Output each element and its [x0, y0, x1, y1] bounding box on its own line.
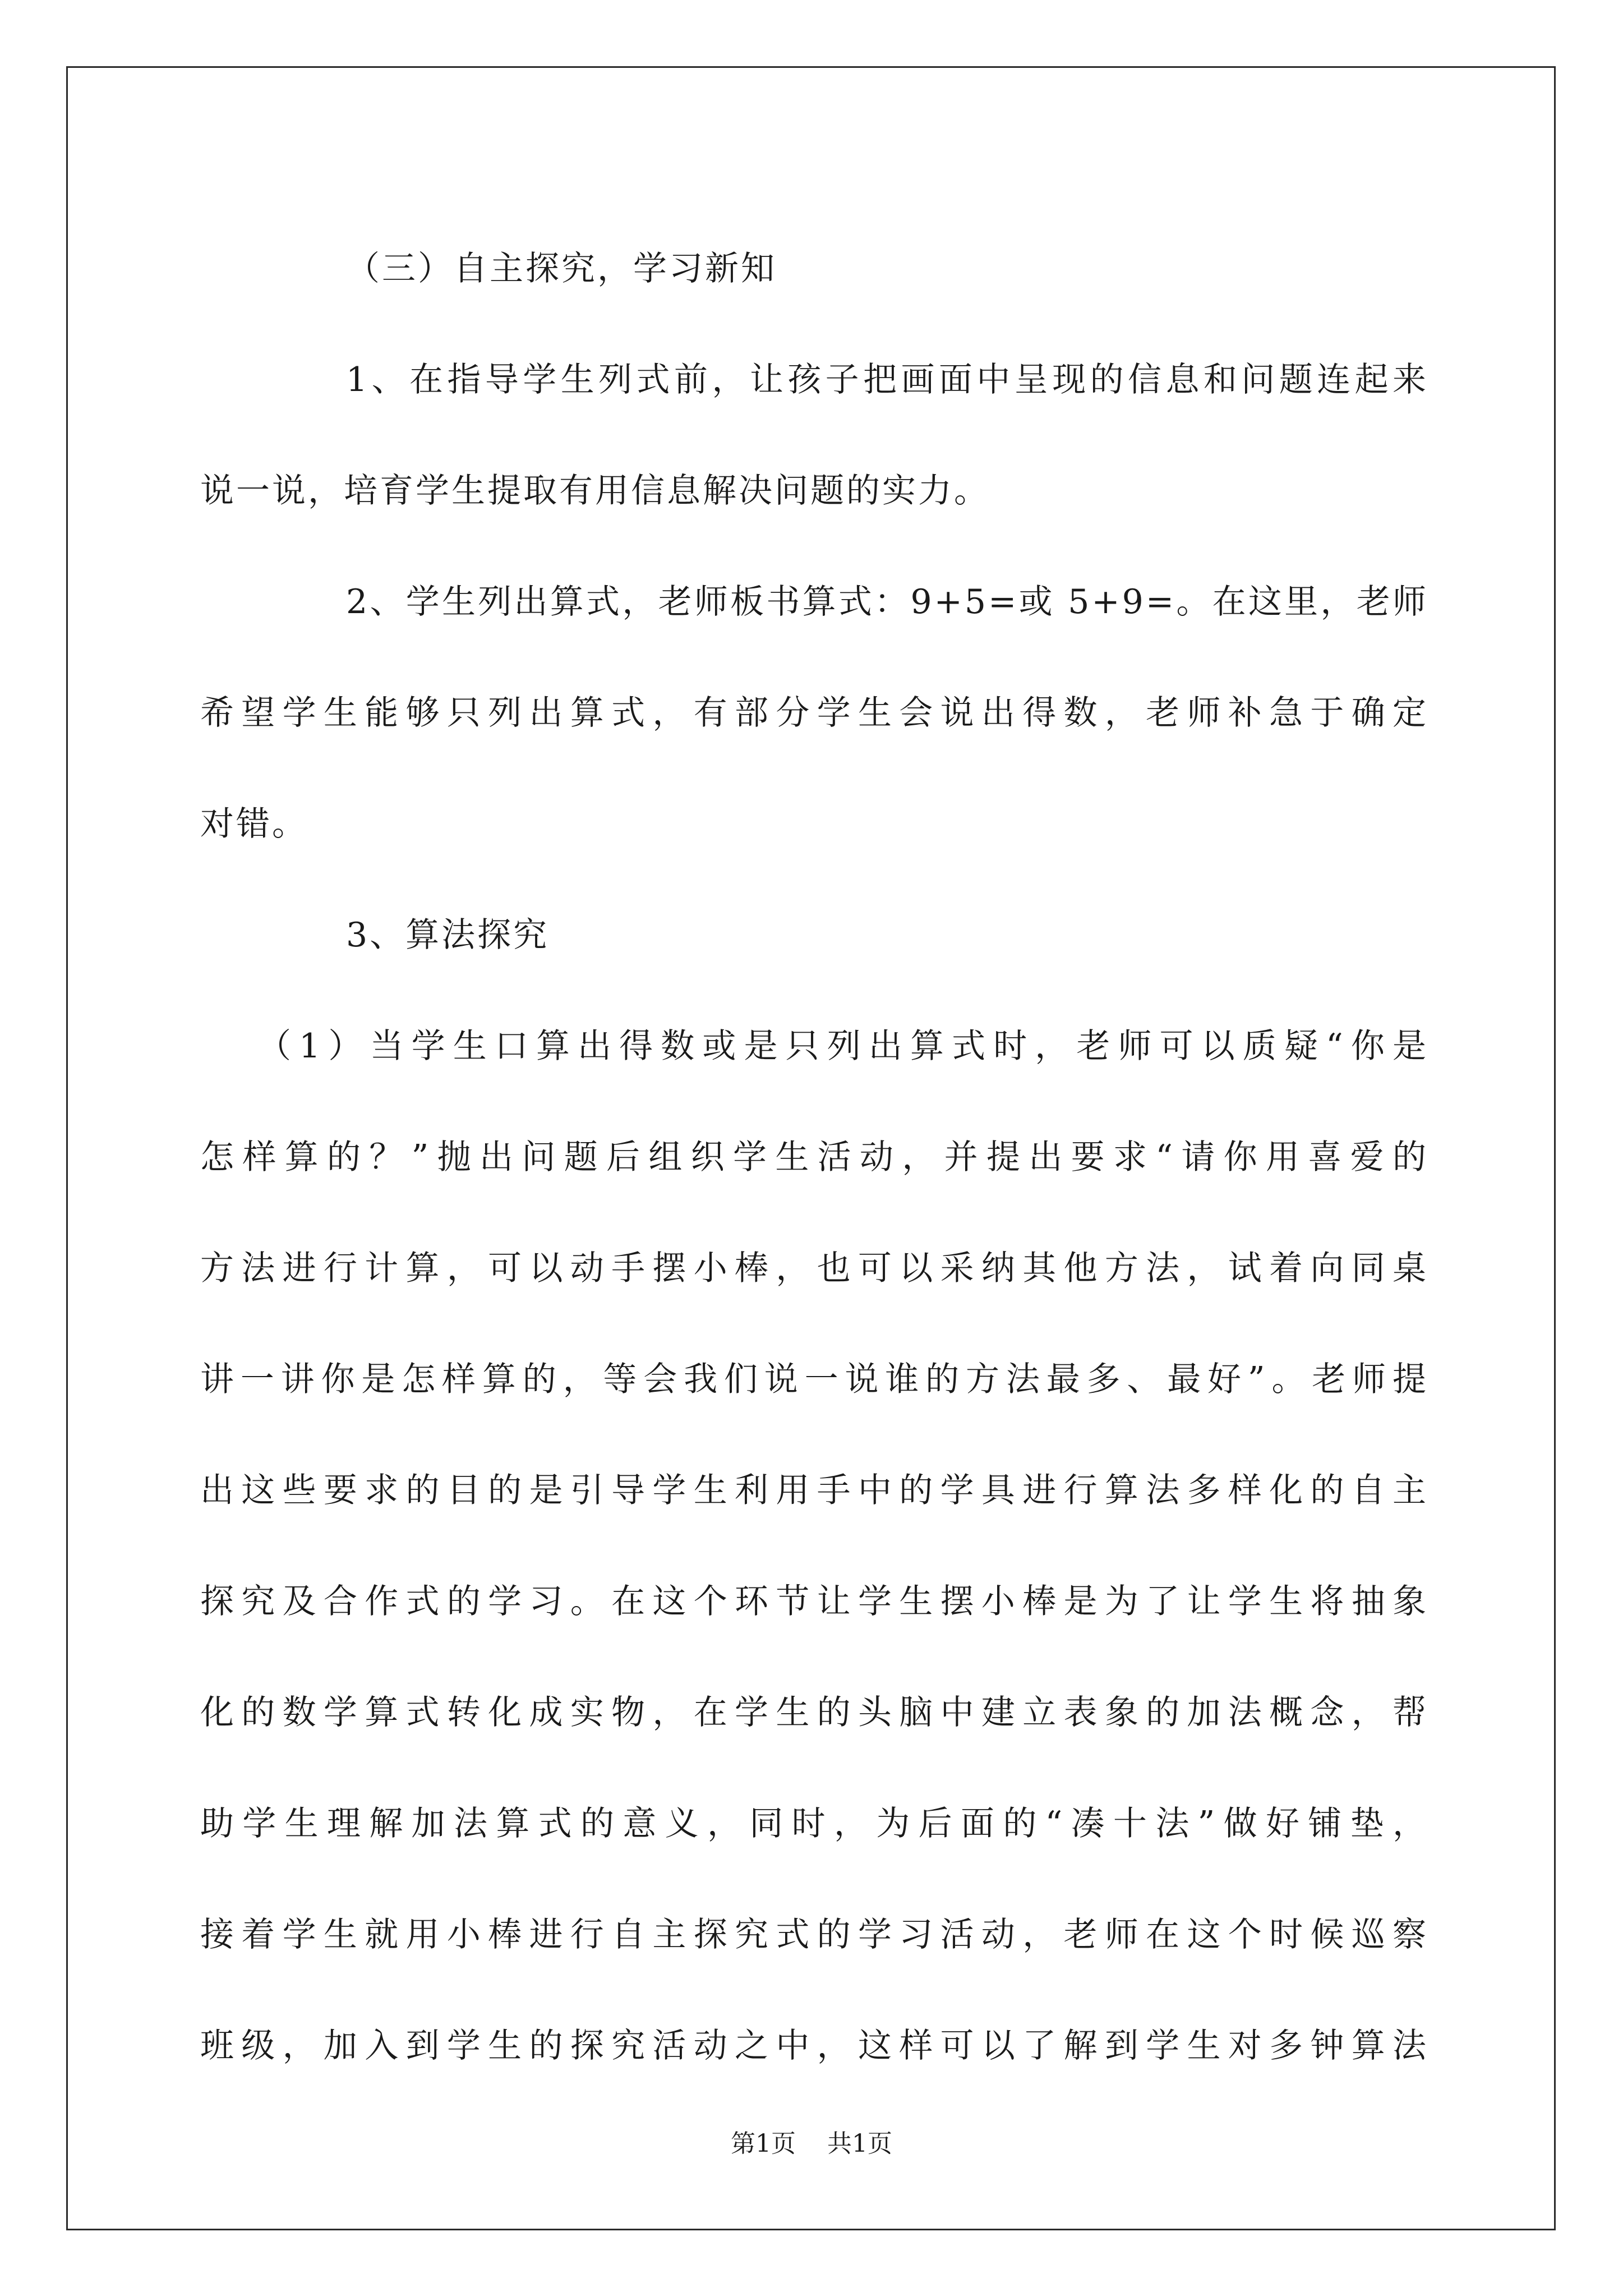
text-line: 助学生理解加法算式的意义，同时，为后面的“凑十法”做好铺垫，: [200, 1804, 1428, 1843]
paragraph-4: [200, 991, 1428, 2101]
text-line: 2、学生列出算式，老师板书算式：9+5=或 5+9=。在这里，老师: [346, 582, 1428, 622]
text-line: 对错。: [200, 804, 308, 844]
text-line: 1、在指导学生列式前，让孩子把画面中呈现的信息和问题连起来: [346, 360, 1428, 399]
paragraph-2: [200, 546, 1428, 880]
text-line: 班级，加入到学生的探究活动之中，这样可以了解到学生对多钟算法: [200, 2026, 1428, 2065]
text-line: 讲一讲你是怎样算的，等会我们说一说谁的方法最多、最好”。老师提: [200, 1360, 1428, 1399]
text-line: （1）当学生口算出得数或是只列出算式时，老师可以质疑“你是: [257, 1027, 1428, 1066]
section-heading: [200, 213, 1428, 324]
text-line: 化的数学算式转化成实物，在学生的头脑中建立表象的加法概念，帮: [200, 1693, 1428, 1732]
document-body: [200, 213, 1428, 2101]
paragraph-3: [200, 880, 1428, 991]
text-line: 方法进行计算，可以动手摆小棒，也可以采纳其他方法，试着向同桌: [200, 1249, 1428, 1288]
text-line: 希望学生能够只列出算式，有部分学生会说出得数，老师补急于确定: [200, 693, 1428, 733]
text-line: 出这些要求的目的是引导学生利用手中的学具进行算法多样化的自主: [200, 1471, 1428, 1510]
page-total: 共1页: [827, 2129, 892, 2158]
text-line: 说一说，培育学生提取有用信息解决问题的实力。: [200, 471, 990, 510]
text-line: 怎样算的？”抛出问题后组织学生活动，并提出要求“请你用喜爱的: [200, 1138, 1428, 1177]
text-line: （三）自主探究，学习新知: [346, 249, 777, 288]
text-line: 探究及合作式的学习。在这个环节让学生摆小棒是为了让学生将抽象: [200, 1582, 1428, 1621]
page-number: 第1页: [731, 2129, 796, 2158]
text-line: 3、算法探究: [346, 915, 550, 955]
page-footer: [0, 2123, 1623, 2159]
paragraph-1: [200, 324, 1428, 546]
text-line: 接着学生就用小棒进行自主探究式的学习活动，老师在这个时候巡察: [200, 1915, 1428, 1954]
